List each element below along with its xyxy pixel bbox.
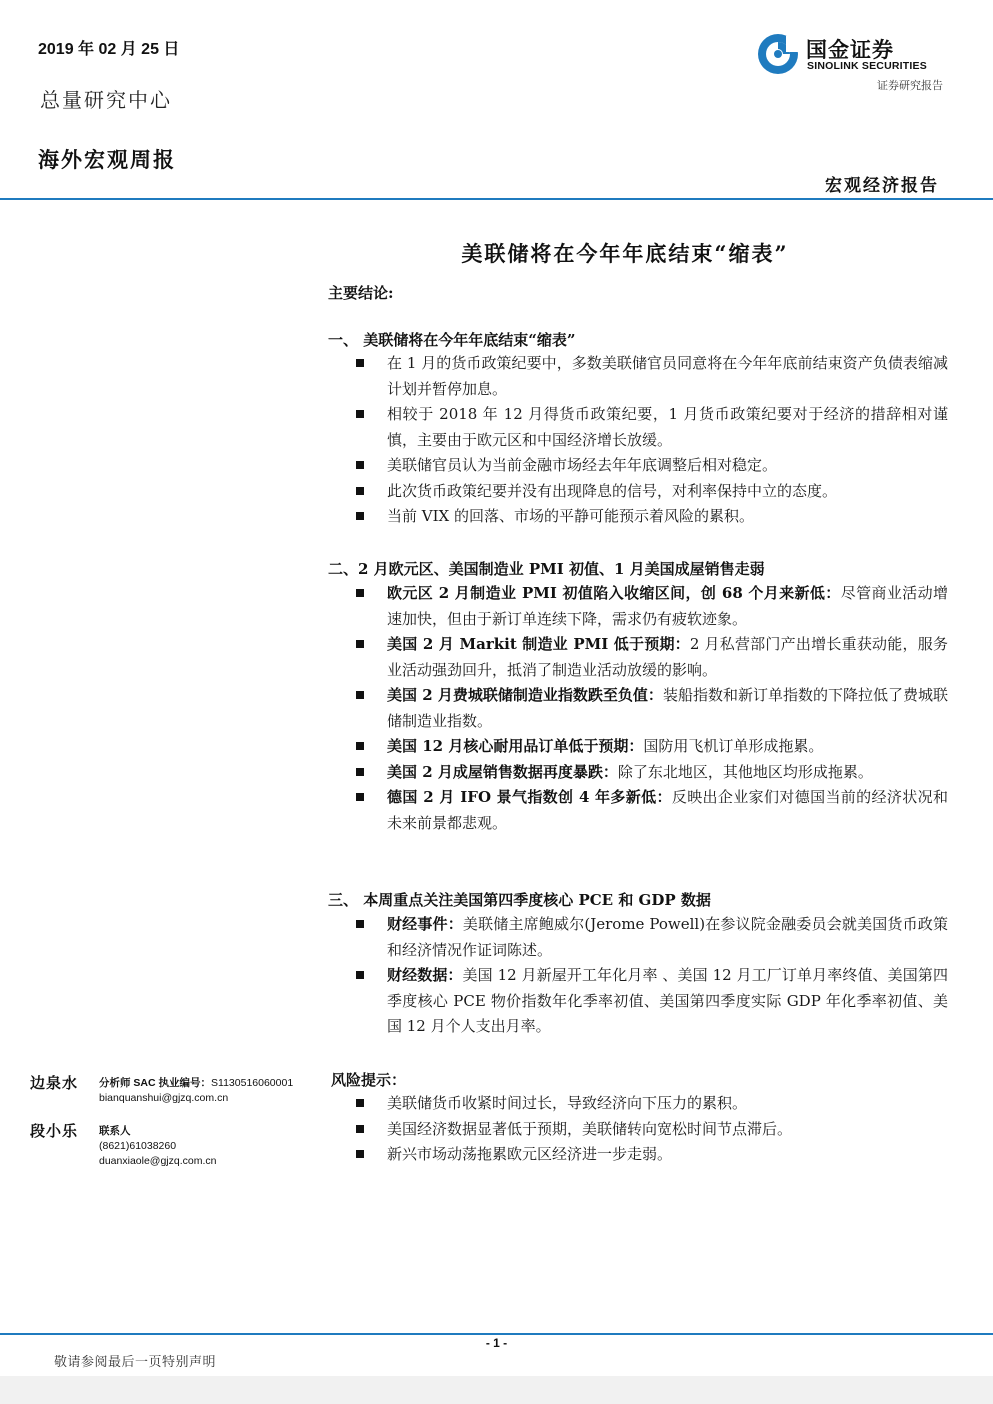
list-item xyxy=(356,632,948,683)
square-bullet-icon xyxy=(356,589,364,597)
logo-english-name: SINOLINK SECURITIES xyxy=(807,60,927,72)
square-bullet-icon xyxy=(356,461,364,469)
list-item xyxy=(356,683,948,734)
list-item xyxy=(356,1117,948,1143)
bullet-text: 国防用飞机订单形成拖累。 xyxy=(643,737,824,755)
bullet-text: 除了东北地区，其他地区均形成拖累。 xyxy=(617,762,873,781)
contact-phone: (8621)61038260 xyxy=(99,1140,177,1152)
bullet-list xyxy=(356,351,948,530)
page-number: - 1 - xyxy=(485,1336,508,1350)
bullet-lead: 财经数据： xyxy=(387,966,463,984)
square-bullet-icon xyxy=(356,920,364,928)
footer-band xyxy=(0,1376,993,1404)
logo-subtitle: 证券研究报告 xyxy=(877,79,943,92)
list-item xyxy=(356,351,948,402)
analyst-sac-number: S1130516060001 xyxy=(211,1077,294,1089)
analyst-email: bianquanshui@gjzq.com.cn xyxy=(99,1092,229,1104)
analyst-name: 段小乐 xyxy=(30,1122,79,1140)
bullet-text: 美国 12 月新屋开工年化月率 、美国 12 月工厂订单月率终值、美国第四季度核心 PCE 物价指数年化季率初值、美国第四季度实际 GDP 年化季率初值、美国 12 月个人支出月率。 xyxy=(387,966,948,1035)
square-bullet-icon xyxy=(356,691,364,699)
bullet-text: 美联储主席鲍威尔(Jerome Powell)在参议院金融委员会就美国货币政策和经济情况作证词陈述。 xyxy=(387,915,948,959)
report-category: 宏观经济报告 xyxy=(825,176,939,196)
bullet-text: 反映出企业家们对德国当前的经济状况和未来前景都悲观。 xyxy=(387,788,948,832)
list-item xyxy=(356,1091,948,1117)
square-bullet-icon xyxy=(356,793,364,801)
bullet-lead: 美国 2 月 Markit 制造业 PMI 低于预期： xyxy=(387,635,690,653)
bullet-lead: 美国 2 月成屋销售数据再度暴跌： xyxy=(387,762,618,781)
disclaimer-text: 敬请参阅最后一页特别声明 xyxy=(54,1355,217,1370)
logo-chinese-name: 国金证券 xyxy=(806,38,894,62)
square-bullet-icon xyxy=(356,742,364,750)
bullet-text: 当前 VIX 的回落、市场的平静可能预示着风险的累积。 xyxy=(387,507,754,525)
bullet-text: 此次货币政策纪要并没有出现降息的信号，对利率保持中立的态度。 xyxy=(387,481,838,500)
bullet-lead: 美国 12 月核心耐用品订单低于预期： xyxy=(387,737,644,755)
list-item xyxy=(356,479,948,505)
header-divider xyxy=(0,198,993,200)
bullet-text: 装船指数和新订单指数的下降拉低了费城联储制造业指数。 xyxy=(387,686,948,730)
bullet-list xyxy=(356,581,948,836)
bullet-lead: 美国 2 月费城联储制造业指数跌至负值： xyxy=(387,686,663,704)
section-heading: 三、 本周重点关注美国第四季度核心 PCE 和 GDP 数据 xyxy=(328,891,711,909)
list-item xyxy=(356,912,948,963)
bullet-text: 相较于 2018 年 12 月得货币政策纪要，1 月货币政策纪要对于经济的措辞相对谨慎，主要由于欧元区和中国经济增长放缓。 xyxy=(387,405,948,449)
analyst-name: 边泉水 xyxy=(30,1074,79,1092)
report-title: 美联储将在今年年底结束“缩表” xyxy=(461,241,789,266)
list-item xyxy=(356,734,948,760)
sinolink-logo-icon xyxy=(756,32,800,76)
square-bullet-icon xyxy=(356,487,364,495)
square-bullet-icon xyxy=(356,768,364,776)
square-bullet-icon xyxy=(356,359,364,367)
section-heading: 一、 美联储将在今年年底结束“缩表” xyxy=(328,331,576,349)
square-bullet-icon xyxy=(356,1125,364,1133)
list-item xyxy=(356,402,948,453)
contact-email: duanxiaole@gjzq.com.cn xyxy=(99,1155,217,1167)
report-type: 海外宏观周报 xyxy=(38,147,176,172)
list-item xyxy=(356,581,948,632)
square-bullet-icon xyxy=(356,1099,364,1107)
square-bullet-icon xyxy=(356,971,364,979)
summary-label: 主要结论: xyxy=(328,284,394,302)
square-bullet-icon xyxy=(356,1150,364,1158)
bullet-text: 2 月私营部门产出增长重获动能，服务业活动强劲回升，抵消了制造业活动放缓的影响。 xyxy=(387,635,948,679)
square-bullet-icon xyxy=(356,640,364,648)
contact-label: 联系人 xyxy=(99,1125,131,1137)
footer-divider xyxy=(0,1333,993,1335)
bullet-lead: 德国 2 月 IFO 景气指数创 4 年多新低： xyxy=(387,788,672,806)
list-item xyxy=(356,504,948,530)
bullet-list xyxy=(356,912,948,1040)
section-heading: 二、2 月欧元区、美国制造业 PMI 初值、1 月美国成屋销售走弱 xyxy=(328,560,765,578)
list-item xyxy=(356,785,948,836)
report-date: 2019 年 02 月 25 日 xyxy=(38,41,180,58)
company-logo xyxy=(756,32,946,78)
risk-heading: 风险提示： xyxy=(331,1071,407,1089)
analyst-sac-label: 分析师 SAC 执业编号： xyxy=(99,1077,212,1089)
list-item xyxy=(356,453,948,479)
analyst-contact xyxy=(99,1076,293,1106)
bullet-text: 尽管商业活动增速加快，但由于新订单连续下降，需求仍有疲软迹象。 xyxy=(387,584,948,628)
list-item xyxy=(356,1142,948,1168)
bullet-text: 在 1 月的货币政策纪要中，多数美联储官员同意将在今年年底前结束资产负债表缩减计划并暂停加息。 xyxy=(387,354,948,398)
list-item xyxy=(356,760,948,786)
square-bullet-icon xyxy=(356,512,364,520)
department-name: 总量研究中心 xyxy=(40,88,172,112)
risk-list xyxy=(356,1091,948,1168)
bullet-lead: 欧元区 2 月制造业 PMI 初值陷入收缩区间，创 68 个月来新低： xyxy=(387,584,841,602)
bullet-lead: 财经事件： xyxy=(387,915,463,933)
bullet-text: 美联储官员认为当前金融市场经去年年底调整后相对稳定。 xyxy=(387,456,778,474)
bullet-text: 新兴市场动荡拖累欧元区经济进一步走弱。 xyxy=(387,1145,673,1163)
bullet-text: 美联储货币收紧时间过长，导致经济向下压力的累积。 xyxy=(387,1094,748,1112)
list-item xyxy=(356,963,948,1040)
square-bullet-icon xyxy=(356,410,364,418)
analyst-contact xyxy=(99,1124,216,1169)
bullet-text: 美国经济数据显著低于预期，美联储转向宽松时间节点滞后。 xyxy=(387,1119,793,1138)
